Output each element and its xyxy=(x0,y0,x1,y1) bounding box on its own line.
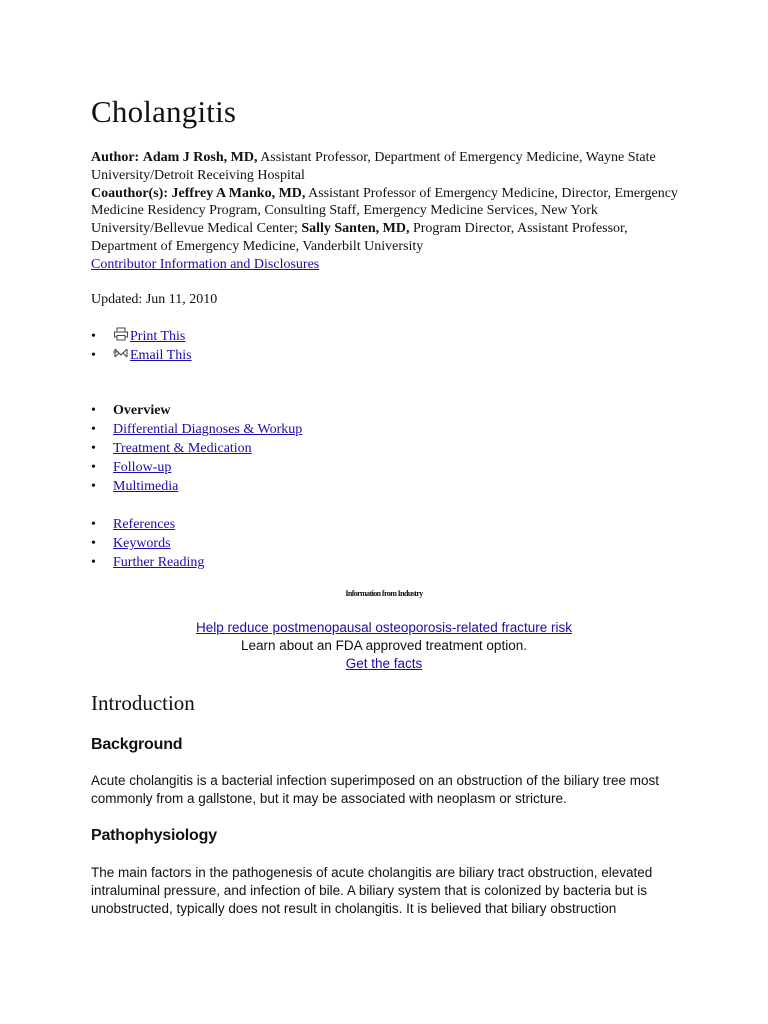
nav-item-multimedia xyxy=(113,477,302,496)
nav-link-differential[interactable]: Differential Diagnoses & Workup xyxy=(113,422,303,437)
industry-label: Information from Industry xyxy=(345,589,423,598)
nav-link-further-reading[interactable]: Further Reading xyxy=(113,555,205,570)
ad-text: Learn about an FDA approved treatment option. xyxy=(241,638,527,653)
coauthor-affiliation: Program Director, Assistant Professor, Department of Emergency Medicine, Vanderbilt University xyxy=(91,221,628,254)
author-affiliation: Assistant Professor, Department of Emergency Medicine, Wayne State University/Detroit Receiving Hospital xyxy=(91,150,656,183)
printer-icon[interactable] xyxy=(113,327,129,341)
email-icon[interactable] xyxy=(113,346,129,360)
author-label: Author: xyxy=(91,150,140,165)
pathophysiology-text: The main factors in the pathogenesis of acute cholangitis are biliary tract obstruction, elevated intraluminal pressure, and infection of bile. A biliary system that is colonized by bacteria but is unobstructed, typically does not result in cholangitis. It is believed that biliary obstruction xyxy=(91,865,653,916)
coauthor-label: Coauthor(s): xyxy=(91,185,168,201)
nav-item-keywords xyxy=(113,534,204,553)
ad-cta-link[interactable]: Get the facts xyxy=(345,656,423,671)
coauthor-name: Jeffrey A Manko, MD, xyxy=(171,185,306,201)
nav-item-references xyxy=(113,515,204,534)
coauthor-affiliation: Assistant Professor of Emergency Medicine, Director, Emergency Medicine Residency Program, Consulting Staff, Emergency Medicine Services, New York University/Bellevue Medical Center; xyxy=(91,185,678,237)
print-link[interactable]: Print This xyxy=(130,329,186,344)
nav-link-multimedia[interactable]: Multimedia xyxy=(113,479,179,494)
updated-date: Updated: Jun 11, 2010 xyxy=(91,292,218,307)
ad-headline-link[interactable]: Help reduce postmenopausal osteoporosis-related fracture risk xyxy=(196,620,572,635)
email-item xyxy=(113,346,192,365)
nav-link-references[interactable]: References xyxy=(113,517,176,532)
author-block xyxy=(91,149,681,274)
nav-item-followup xyxy=(113,458,302,477)
section-title: Introduction xyxy=(91,691,195,715)
article-tools xyxy=(113,327,192,365)
reference-nav xyxy=(113,515,204,572)
contributor-info-link[interactable]: Contributor Information and Disclosures xyxy=(91,256,320,272)
nav-item-further-reading xyxy=(113,553,204,572)
nav-item-overview xyxy=(113,401,302,420)
author-name: Adam J Rosh, MD, xyxy=(142,150,258,165)
pathophysiology-heading: Pathophysiology xyxy=(91,827,217,844)
page-title: Cholangitis xyxy=(91,94,237,129)
section-nav xyxy=(113,401,302,496)
email-link[interactable]: Email This xyxy=(130,348,192,363)
industry-ad xyxy=(91,619,677,673)
background-heading: Background xyxy=(91,736,183,753)
nav-link-treatment[interactable]: Treatment & Medication xyxy=(113,441,252,456)
print-item xyxy=(113,327,192,346)
nav-link-keywords[interactable]: Keywords xyxy=(113,536,171,551)
background-text: Acute cholangitis is a bacterial infection superimposed on an obstruction of the biliary tree most commonly from a gallstone, but it may be associated with neoplasm or stricture. xyxy=(91,773,660,806)
nav-item-differential xyxy=(113,420,302,439)
nav-current-label: Overview xyxy=(113,403,171,418)
nav-link-followup[interactable]: Follow-up xyxy=(113,460,172,475)
nav-item-treatment xyxy=(113,439,302,458)
coauthor-name: Sally Santen, MD, xyxy=(301,221,410,237)
